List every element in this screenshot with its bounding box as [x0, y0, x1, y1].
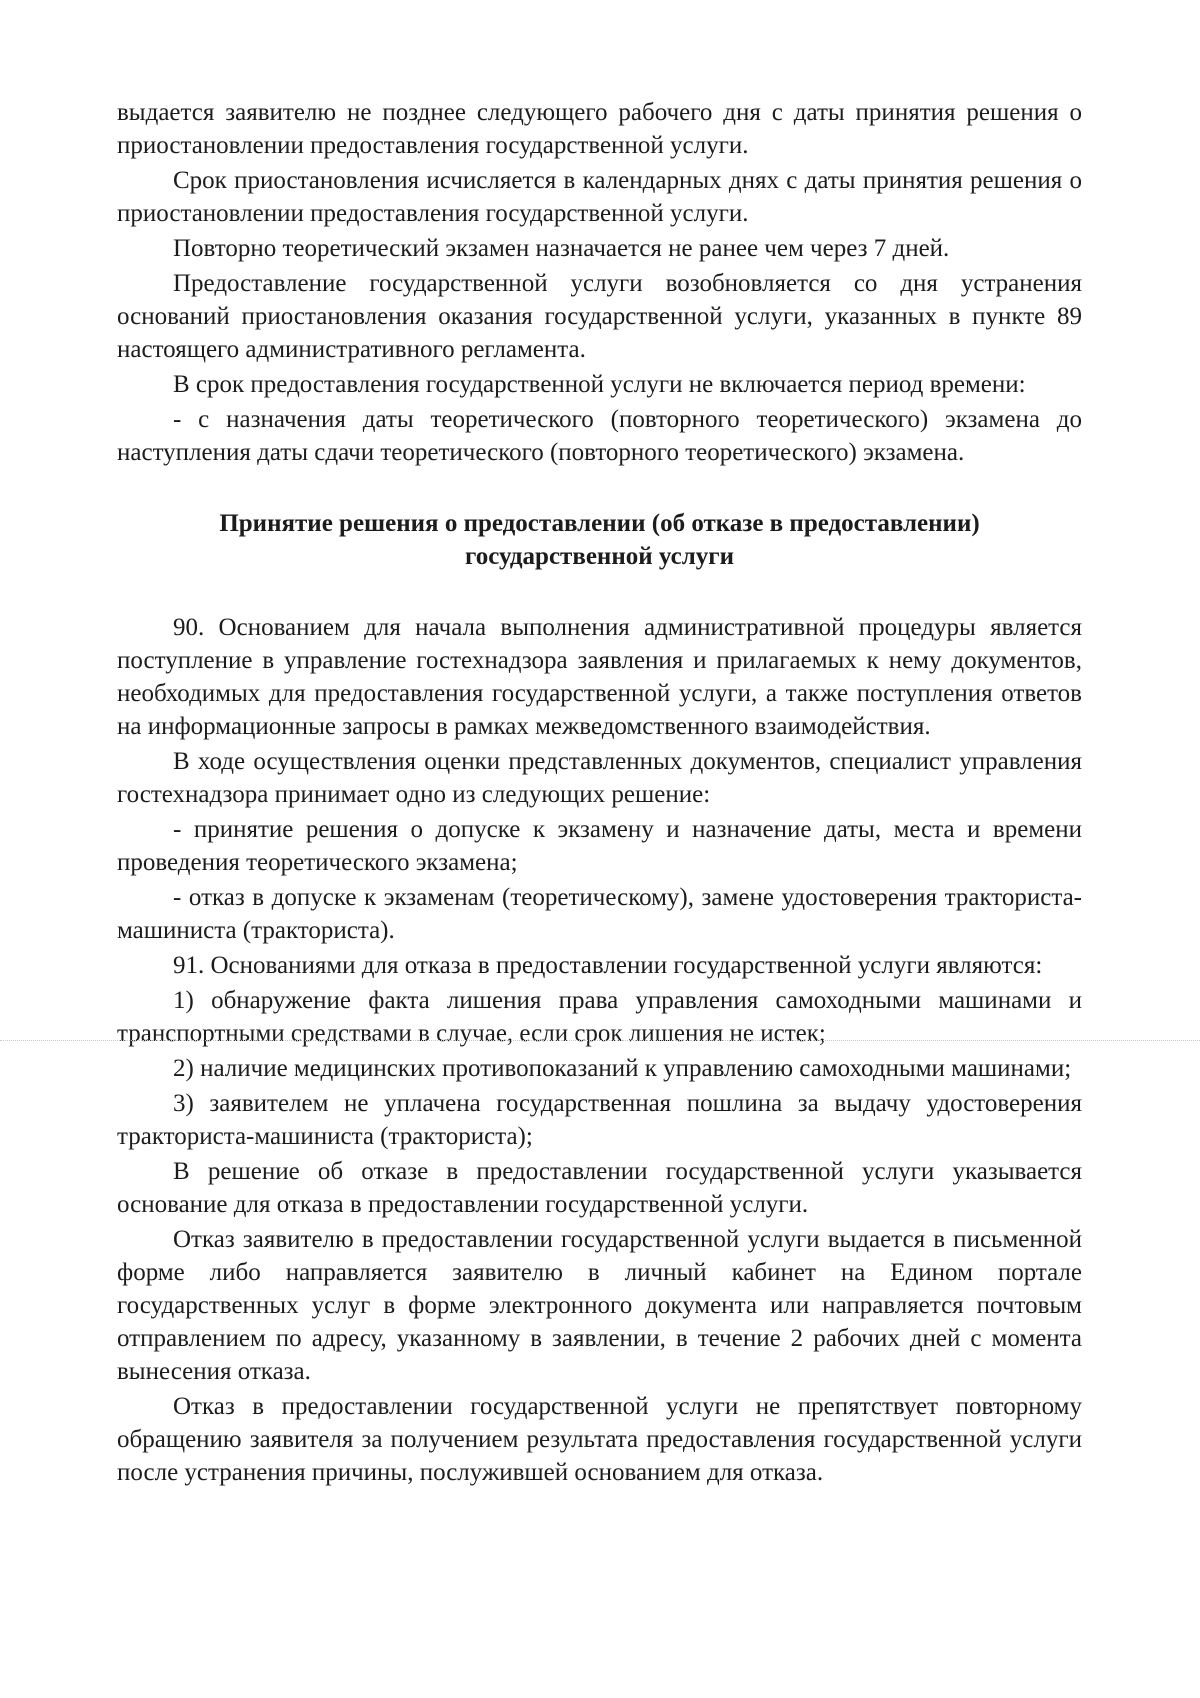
paragraph: - с назначения даты теоретического (повторного теоретического) экзамена до наступления даты сдачи теоретического (повторного теоретического) экзамена. — [117, 406, 1082, 466]
section-heading-line-1: Принятие решения о предоставлении (об отказе в предоставлении) — [219, 510, 980, 537]
scan-artifact-line — [0, 1040, 1200, 1041]
section-heading — [117, 507, 1082, 573]
list-item: 2) наличие медицинских противопоказаний к управлению самоходными машинами; — [173, 1055, 1072, 1082]
list-item: 3) заявителем не уплачена государственная пошлина за выдачу удостоверения тракториста-машиниста (тракториста); — [117, 1090, 1082, 1150]
paragraph: Предоставление государственной услуги возобновляется со дня устранения оснований приостановления оказания государственной услуги, указанных в пункте 89 настоящего административного регламента. — [117, 270, 1082, 363]
paragraph: В решение об отказе в предоставлении государственной услуги указывается основание для отказа в предоставлении государственной услуги. — [117, 1158, 1082, 1218]
paragraph: Срок приостановления исчисляется в календарных днях с даты принятия решения о приостановлении предоставления государственной услуги. — [117, 167, 1082, 227]
document-page — [117, 96, 1082, 1491]
paragraph: Повторно теоретический экзамен назначается не ранее чем через 7 дней. — [173, 235, 950, 262]
section-heading-line-2: государственной услуги — [464, 543, 735, 570]
paragraph: выдается заявителю не позднее следующего рабочего дня с даты принятия решения о приостановлении предоставления государственной услуги. — [117, 99, 1082, 159]
paragraph-item-91: 91. Основаниями для отказа в предоставлении государственной услуги являются: — [173, 952, 1043, 979]
paragraph: Отказ заявителю в предоставлении государственной услуги выдается в письменной форме либо направляется заявителю в личный кабинет на Едином портале государственных услуг в форме электронного документа или направляется почтовым отправлением по адресу, указанному в заявлении, в течение 2 рабочих дней с момента вынесения отказа. — [117, 1226, 1082, 1385]
paragraph: Отказ в предоставлении государственной услуги не препятствует повторному обращению заявителя за получением результата предоставления государственной услуги после устранения причины, послужившей основанием для отказа. — [117, 1393, 1082, 1486]
paragraph: В срок предоставления государственной услуги не включается период времени: — [173, 371, 1026, 398]
list-item: - отказ в допуске к экзаменам (теоретическому), замене удостоверения тракториста-машиниста (тракториста). — [117, 884, 1082, 944]
list-item: - принятие решения о допуске к экзамену и назначение даты, места и времени проведения теоретического экзамена; — [117, 816, 1082, 876]
list-item: 1) обнаружение факта лишения права управления самоходными машинами и транспортными средствами в случае, если срок лишения не истек; — [117, 987, 1082, 1047]
paragraph-item-90: 90. Основанием для начала выполнения административной процедуры является поступление в управление гостехнадзора заявления и прилагаемых к нему документов, необходимых для предоставления государственной услуги, а также поступления ответов на информационные запросы в рамках межведомственного взаимодействия. — [117, 614, 1082, 740]
paragraph: В ходе осуществления оценки представленных документов, специалист управления гостехнадзора принимает одно из следующих решение: — [117, 748, 1082, 808]
